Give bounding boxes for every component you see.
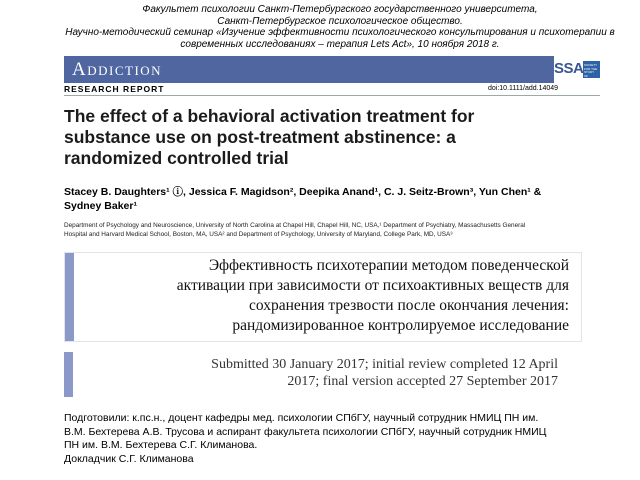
seminar-header-line-2: Санкт-Петербургское психологическое общество. (217, 15, 463, 27)
affiliations (64, 221, 589, 239)
prepared-by-line: Подготовили: к.пс.н., доцент кафедры мед. психологии СПбГУ, научный сотрудник НМИЦ ПН им. (64, 412, 539, 424)
submission-dates (88, 356, 558, 390)
prepared-by-line: Докладчик С.Г. Климанова (64, 452, 194, 465)
prepared-by-line: В.М. Бехтерева А.В. Трусова и аспирант факультета психологии СПбГУ, научный сотрудник НМИЦ (64, 425, 547, 438)
journal-banner (64, 56, 554, 83)
translation-line: рандомизированное контролируемое исследование (232, 317, 569, 334)
publisher-abbr: SSA (554, 60, 584, 77)
russian-title-translation (99, 256, 569, 336)
submission-line-2: 2017; final version accepted 27 September 2017 (287, 374, 558, 389)
publisher-logo (554, 56, 600, 83)
accent-bar (64, 352, 73, 397)
russian-translation-box (64, 252, 582, 342)
seminar-header-line-1: Факультет психологии Санкт-Петербургского государственного университета, (142, 4, 538, 15)
header-divider (64, 95, 600, 96)
paper-title-line: randomized controlled trial (64, 148, 289, 168)
affiliation-line-2: Hospital and Harvard Medical School, Boston, MA, USA² and Department of Psychology, University of Maryland, College Park, MD, USA³ (64, 231, 453, 238)
paper-title-line: substance use on post-treatment abstinence: a (64, 127, 456, 147)
paper-title (64, 106, 564, 169)
authors-line-2: Sydney Baker¹ (64, 200, 137, 212)
accent-bar (65, 253, 74, 341)
journal-name: Addiction (72, 59, 163, 80)
translation-line: активации при зависимости от психоактивных веществ для (176, 277, 569, 294)
translation-line: Эффективность психотерапии методом поведенческой (208, 257, 569, 274)
submission-info-box (64, 352, 580, 397)
submission-line-1: Submitted 30 January 2017; initial review completed 12 April (211, 357, 558, 372)
author-list (64, 185, 584, 213)
paper-title-line: The effect of a behavioral activation treatment for (64, 106, 475, 126)
authors-line-1: Stacey B. Daughters¹ ⓘ, Jessica F. Magidson², Deepika Anand¹, C. J. Seitz-Brown³, Yun Chen¹ & (64, 186, 542, 198)
seminar-header-line-3: Научно-методический семинар «Изучение эффективности психологического консультирования и психотерапии в (65, 27, 615, 38)
translation-line: сохранения трезвости после окончания лечения: (248, 297, 569, 314)
publisher-name: SOCIETY FOR THE STUDY OF ADDICTION (584, 63, 601, 82)
prepared-by-note (64, 412, 624, 466)
affiliation-line-1: Department of Psychology and Neuroscience, University of North Carolina at Chapel Hill, Chapel Hill, NC, USA,¹ Department of Psychiatry, Massachusetts General (64, 222, 526, 229)
doi-label: doi:10.1111/add.14049 (488, 85, 559, 92)
prepared-by-line: ПН им. В.М. Бехтерева С.Г. Климанова. (64, 439, 258, 451)
seminar-header-line-4: современных исследованиях – терапия Lets Act», 10 ноября 2018 г. (180, 38, 500, 50)
ssa-logo-icon (583, 61, 601, 82)
article-section-label: RESEARCH REPORT (64, 84, 165, 94)
